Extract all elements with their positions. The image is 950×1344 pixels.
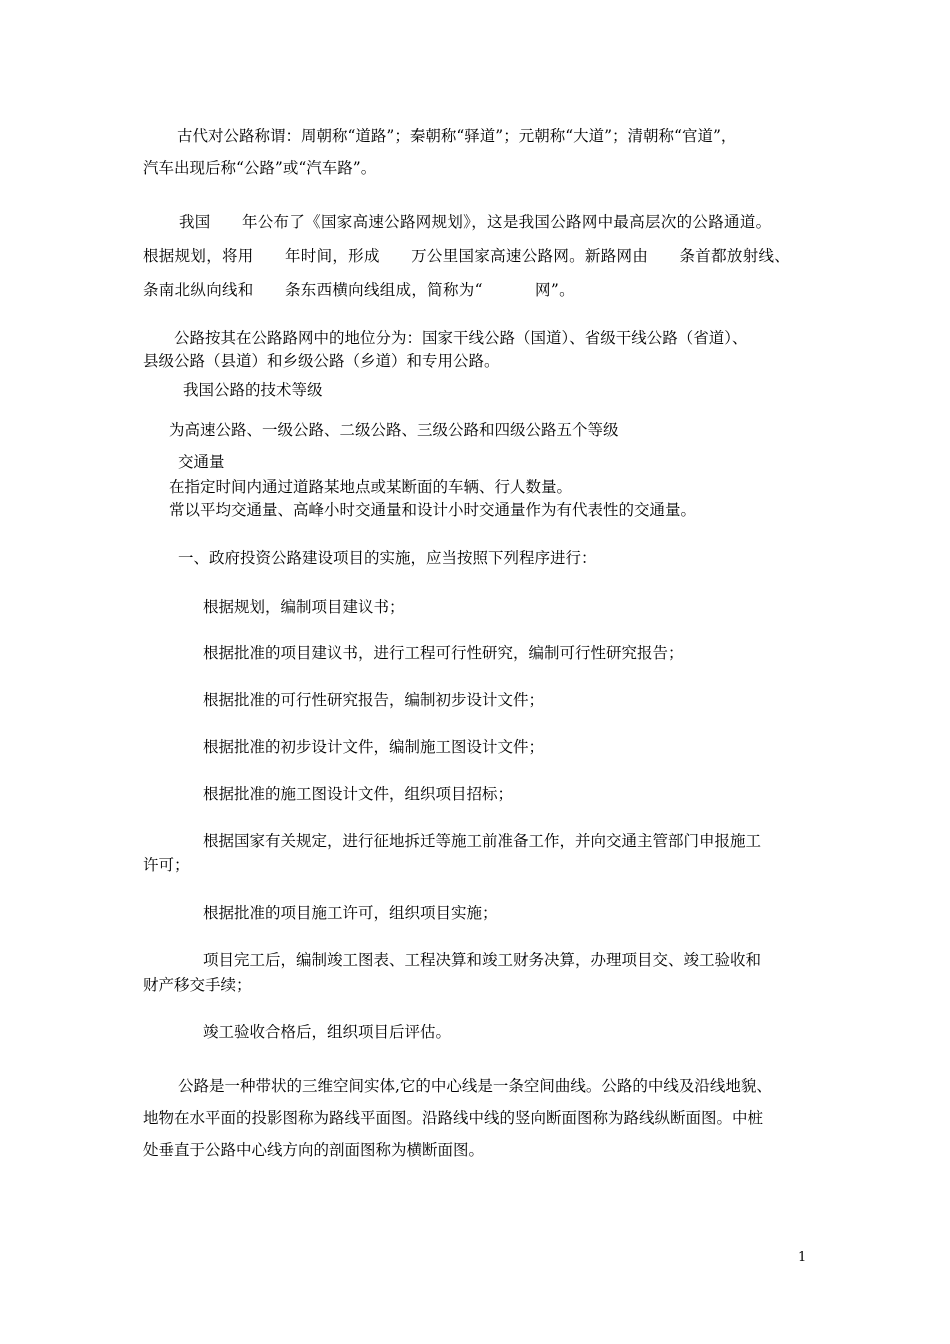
traffic-line-1: 在指定时间内通过道路某地点或某断面的车辆、行人数量。 (169, 478, 573, 496)
procedure-step-9: 竣工验收合格后，组织项目后评估。 (203, 1023, 452, 1041)
classification-line-1: 公路按其在公路路网中的地位分为：国家干线公路（国道）、省级干线公路（省道）、 (174, 329, 748, 347)
definition-line-1: 公路是一种带状的三维空间实体,它的中心线是一条空间曲线。公路的中线及沿线地貌、 (178, 1077, 772, 1095)
classification-line-2: 县级公路（县道）和乡级公路（乡道）和专用公路。 (143, 352, 500, 370)
procedure-heading: 一、政府投资公路建设项目的实施，应当按照下列程序进行： (178, 549, 597, 567)
tech-grade-heading: 我国公路的技术等级 (183, 381, 323, 399)
procedure-step-5: 根据批准的施工图设计文件，组织项目招标； (203, 785, 514, 803)
procedure-step-7: 根据批准的项目施工许可，组织项目实施； (203, 904, 498, 922)
traffic-line-2: 常以平均交通量、高峰小时交通量和设计小时交通量作为有代表性的交通量。 (169, 501, 697, 519)
procedure-step-3: 根据批准的可行性研究报告，编制初步设计文件； (203, 691, 545, 709)
procedure-step-8-line-1: 项目完工后，编制竣工图表、工程决算和竣工财务决算，办理项目交、竣工验收和 (203, 951, 762, 969)
plan-line-3: 条南北纵向线和 条东西横向线组成，简称为“ 网”。 (143, 281, 575, 299)
procedure-step-6-line-1: 根据国家有关规定，进行征地拆迁等施工前准备工作，并向交通主管部门申报施工 (203, 832, 762, 850)
procedure-step-2: 根据批准的项目建议书，进行工程可行性研究，编制可行性研究报告； (203, 644, 684, 662)
plan-line-1: 我国 年公布了《国家高速公路网规划》，这是我国公路网中最高层次的公路通道。 (179, 213, 772, 231)
procedure-step-6-line-2: 许可； (143, 856, 190, 874)
intro-line-2: 汽车出现后称“公路”或“汽车路”。 (143, 159, 377, 177)
intro-line-1: 古代对公路称谓：周朝称“道路”；秦朝称“驿道”；元朝称“大道”；清朝称“官道”， (177, 127, 737, 145)
definition-line-2: 地物在水平面的投影图称为路线平面图。沿路线中线的竖向断面图称为路线纵断面图。中桩 (143, 1109, 764, 1127)
procedure-step-8-line-2: 财产移交手续； (143, 976, 252, 994)
procedure-step-1: 根据规划，编制项目建议书； (203, 598, 405, 616)
page-number: 1 (798, 1250, 807, 1265)
definition-line-3: 处垂直于公路中心线方向的剖面图称为横断面图。 (143, 1141, 485, 1159)
traffic-heading: 交通量 (178, 453, 225, 471)
procedure-step-4: 根据批准的初步设计文件，编制施工图设计文件； (203, 738, 545, 756)
plan-line-2: 根据规划，将用 年时间，形成 万公里国家高速公路网。新路网由 条首都放射线、 (143, 247, 791, 265)
tech-grade-text: 为高速公路、一级公路、二级公路、三级公路和四级公路五个等级 (169, 421, 619, 439)
